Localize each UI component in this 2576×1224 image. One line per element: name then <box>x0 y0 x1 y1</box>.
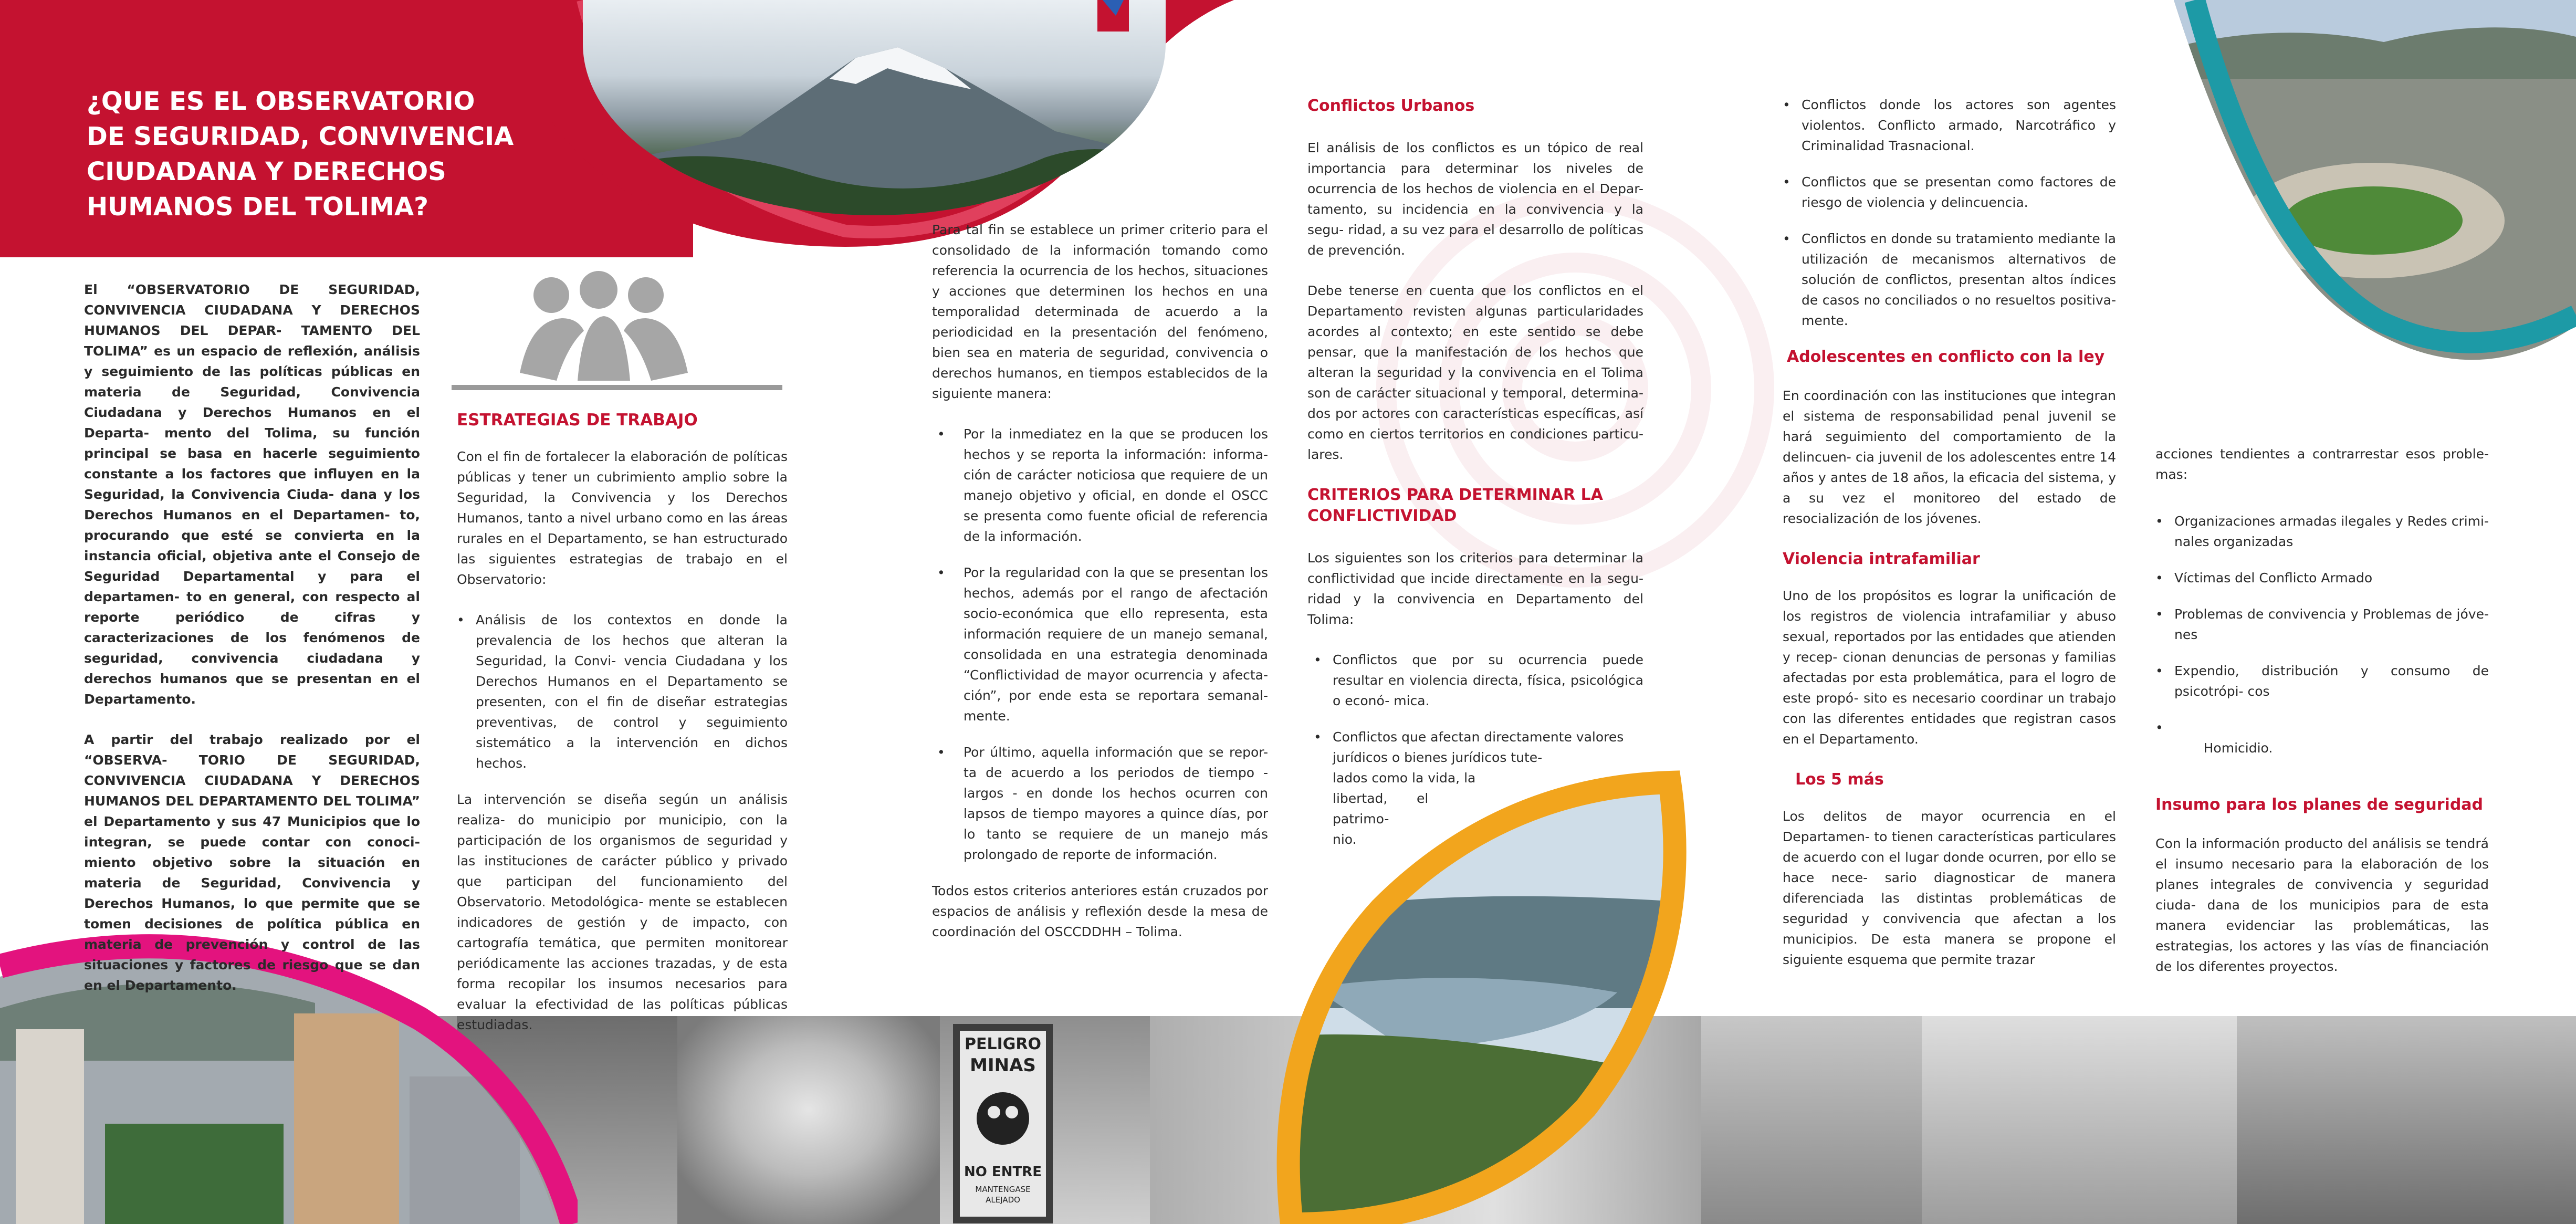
text-line: cia juvenil de los adolescentes entre 14 años y <box>1783 449 2116 485</box>
text-line: que permite que se tomen decisiones de política <box>84 896 420 932</box>
title-line: ¿QUE ES EL OBSERVATORIO <box>87 87 475 116</box>
criteria-list <box>932 424 1268 865</box>
column-criteria <box>932 219 1268 962</box>
text-line: Seguridad, la Convivencia y los Derechos Humanos, <box>457 490 788 526</box>
text-line: dana y los Derechos Humanos en el Departamen- <box>84 487 420 522</box>
text-line: el insumo necesario para la elaboración de los <box>2155 856 2489 872</box>
title-line: HUMANOS DEL TOLIMA? <box>87 192 428 222</box>
text-line: mente se establecen indicadores de gestión y de <box>457 894 788 930</box>
text-line: Departamento se presenten, con el fin de <box>476 674 788 709</box>
accident-photo <box>2237 1016 2576 1224</box>
text-line: jóvenes. <box>1926 511 1982 526</box>
text-line: importancia para determinar los niveles de <box>1307 161 1643 176</box>
text-line: presenta como fuente oficial de referencia de <box>964 508 1268 544</box>
text-line: TAMENTO DEL TOLIMA” es un espacio de <box>84 323 420 359</box>
list-item <box>1783 172 2116 213</box>
text-line: Por la inmediatez en la que se producen los <box>964 426 1268 442</box>
text-line: tiempo mayores a quince días, por lo tanto se <box>964 806 1268 842</box>
intervention-paragraph <box>457 789 788 1035</box>
text-line: pública en materia de prevención y control de <box>84 916 421 952</box>
text-line: pensar, que la manifestación de los hechos que <box>1307 344 1643 360</box>
text-line: que determinen los hechos en una temporalidad <box>932 284 1268 319</box>
text-line: son de carácter situacional y temporal, determina- <box>1307 385 1643 401</box>
text-line: Conflictos donde los actores son agentes <box>1802 97 2116 112</box>
svg-text:NO ENTRE: NO ENTRE <box>964 1164 1042 1180</box>
text-line: dichos hechos. <box>476 735 788 771</box>
text-line: manejo objetivo y oficial, en donde el OSCC se <box>964 488 1268 524</box>
text-line: actores y las vías de financiación de los diferentes <box>2155 938 2489 974</box>
text-line: públicas en materia de Seguridad, Convivencia <box>84 364 420 400</box>
text-line: ocurrencia de los hechos, situaciones y acciones <box>932 263 1268 299</box>
text-line: que lo integran, se puede contar con conoci- <box>84 814 420 850</box>
text-line: nales organizadas <box>2174 534 2294 549</box>
text-line: acordes al contexto; en este sentido se debe <box>1307 324 1643 339</box>
text-line: ción”, por ende esta se reportara semanal- <box>964 688 1268 703</box>
text-line: coordinación del OSCCDDHH – Tolima. <box>932 924 1182 939</box>
list-item <box>937 562 1268 726</box>
heading-line: CRITERIOS PARA DETERMINAR LA <box>1307 486 1603 504</box>
text-line: por esta problemática, para el logro de este propó- <box>1783 670 2117 706</box>
list-item <box>1783 228 2116 331</box>
text-line: Conflictos que por su ocurrencia puede resultar <box>1333 652 1643 688</box>
text-line: Departamento, se han estructurado las siguientes <box>457 531 788 567</box>
sign-line <box>953 1024 990 1029</box>
security-plans-paragraph <box>2155 833 2489 977</box>
text-line: carácter público y privado que participan del <box>457 853 788 889</box>
text-line: Por último, aquella información que se repor- <box>964 745 1268 760</box>
security-plans-heading: Insumo para los planes de seguridad <box>2155 796 2484 814</box>
text-line: ridad, a su vez para el desarrollo de políticas de <box>1307 222 1643 258</box>
mine-warning-sign <box>953 1024 1053 1223</box>
column-security-plans <box>2155 444 2489 997</box>
text-line: monitorear periódicamente las acciones trazadas, <box>457 935 788 971</box>
text-line: Seguridad Departamental y para el departamen- <box>84 569 420 604</box>
text-line: para evaluar la efectividad de las políticas públicas <box>457 976 788 1012</box>
text-line: Expendio, distribución y consumo de psicotrópi- <box>2174 663 2489 699</box>
text-line: reporte de información. <box>1062 847 1218 862</box>
text-line: Víctimas del Conflicto Armado <box>2174 570 2373 585</box>
work-paragraph <box>84 729 420 996</box>
top-five-paragraph <box>1783 806 2116 970</box>
text-line: la información. <box>984 529 1082 544</box>
text-line: La intervención se diseña según un análisis realiza- <box>457 792 788 828</box>
strategies-paragraph <box>457 446 788 590</box>
text-line: la información tomando como referencia la <box>932 243 1268 278</box>
text-line: públicas y tener un cubrimiento amplio sobre la <box>457 469 788 485</box>
text-line: Y DERECHOS HUMANOS DEL DEPARTAMENTO DEL <box>84 773 420 809</box>
text-line: Organizaciones armadas ilegales y Redes crimi- <box>2174 514 2489 529</box>
list-item <box>2155 511 2489 552</box>
strategies-list <box>457 610 788 773</box>
text-line: instancia oficial, objetiva ante el Consejo de <box>84 548 420 563</box>
list-item <box>2155 568 2489 588</box>
text-line: conflictividad que incide directamente en la segu- <box>1307 571 1643 586</box>
urban-paragraph-1 <box>1307 138 1643 260</box>
urban-paragraph-2 <box>1307 280 1643 465</box>
text-line: Conflictos en donde su tratamiento mediante la <box>1802 231 2116 246</box>
text-line: do municipio por municipio, con la participación de <box>457 812 788 848</box>
column-intro <box>84 279 420 1016</box>
text-line: prevención. <box>1328 243 1405 258</box>
text-line: Uno de los propósitos es lograr la unificación de los <box>1783 588 2116 624</box>
text-line: solución de conflictos, presentan altos índices <box>1802 272 2116 287</box>
text-line: TORIO DE SEGURIDAD, CONVIVENCIA CIUDADANA <box>84 752 420 788</box>
problems-list <box>2155 511 2489 779</box>
text-line: impacto, con cartografía temática, que permiten <box>457 915 788 950</box>
text-line: hechos y se reporta la información: informa- <box>964 447 1268 462</box>
text-line: de cifras y caracterizaciones de los fenómenos <box>84 610 420 645</box>
text-line: en violencia directa, física, psicológica o econó- <box>1333 673 1644 708</box>
text-line: - en donde los hechos ocurren con lapsos de <box>964 786 1268 821</box>
column-adolescents <box>1783 95 2116 990</box>
text-line: espacios de análisis y reflexión desde la mesa de <box>932 904 1268 919</box>
urban-conflicts-heading: Conflictos Urbanos <box>1307 97 1475 115</box>
text-line: socio-económica que ello representa, esta <box>964 606 1268 621</box>
text-line: diferentes entidades que registran casos en el <box>1783 711 2116 747</box>
domestic-violence-heading: Violencia intrafamiliar <box>1783 550 1980 568</box>
text-line: presentación del fenómeno, bien sea en materia <box>932 325 1268 360</box>
text-line: Con el fin de fortalecer la elaboración de políticas <box>457 449 788 464</box>
criteria-paragraph <box>1307 548 1643 630</box>
adolescents-paragraph <box>1783 385 2116 529</box>
text-line: cionan denuncias de personas y familias afectadas <box>1783 650 2116 685</box>
list-item <box>457 610 788 773</box>
text-line: reportados por las entidades que atienden y recep- <box>1783 629 2116 665</box>
text-line: patrimo- <box>1333 811 1389 827</box>
column-urban-conflicts <box>1307 96 1643 865</box>
text-line: Debe tenerse en cuenta que los conflictos en el <box>1307 283 1643 298</box>
text-line: las situaciones y factores de riesgo que se dan en <box>84 937 420 993</box>
intro-paragraph <box>84 279 420 709</box>
text-line: alteran la seguridad y la convivencia en el Tolima <box>1307 365 1643 380</box>
list-item <box>2155 717 2489 779</box>
text-line: mas: <box>2155 467 2188 482</box>
flag-accent <box>1097 0 1129 32</box>
text-line: ridad y la convivencia en Departamento del Tolima: <box>1307 591 1643 627</box>
list-item <box>2155 661 2489 702</box>
text-line: de seguridad, convivencia ciudadana y derechos <box>84 630 420 686</box>
text-line: jurídicos o bienes jurídicos tute- <box>1333 750 1543 765</box>
column-strategies <box>457 410 788 1055</box>
top-five-heading: Los 5 más <box>1795 770 1884 789</box>
conflict-types-list <box>1783 95 2116 331</box>
text-line: ción de carácter noticiosa que requiere de un <box>964 467 1268 483</box>
text-line: violentos. Conflicto armado, Narcotráfico y <box>1802 118 2116 133</box>
text-line: Análisis de los contextos en donde la prevalencia <box>476 612 788 648</box>
text-line: el sistema de responsabilidad penal juvenil se hará <box>1783 409 2116 444</box>
text-line: Para tal fin se establece un <box>932 222 1121 237</box>
text-line: planes integrales de convivencia y seguridad ciuda- <box>2155 877 2489 913</box>
page-title <box>87 84 538 225</box>
text-line: estudiadas. <box>457 1017 533 1032</box>
text-line: tanto a nivel urbano como en las áreas rurales en el <box>457 510 788 546</box>
text-line: sito es necesario coordinar un trabajo con las <box>1783 691 2116 726</box>
text-line: hechos, además por el rango de afectación <box>964 585 1268 601</box>
text-line: tiempos establecidos de la siguiente manera: <box>932 365 1268 401</box>
text-line: A partir del trabajo realizado por el “OBSERVA- <box>84 732 420 768</box>
logo-divider <box>452 385 782 390</box>
forensic-photo <box>1922 1016 2237 1224</box>
text-line: to en general, con respecto al reporte periódico <box>84 589 420 625</box>
text-line: cos <box>2247 684 2270 699</box>
text-line: Los siguientes son los criterios para determinar la <box>1307 550 1643 566</box>
text-line: funcionamiento del Observatorio. Metodológica- <box>457 874 788 909</box>
text-line: lares. <box>1307 447 1344 462</box>
heading-line: CONFLICTIVIDAD <box>1307 507 1457 525</box>
text-line: nes <box>2174 627 2198 642</box>
text-line: distintas problemáticas de seguridad y convivencia <box>1783 891 2116 926</box>
text-line: riesgo de violencia y delincuencia. <box>1802 195 2028 210</box>
list-item <box>2155 604 2489 645</box>
text-line: registros de violencia intrafamiliar y abuso sexual, <box>1783 609 2116 644</box>
observatory-people-logo <box>446 268 782 394</box>
text-line: propone el siguiente esquema que permite trazar <box>1783 932 2116 967</box>
criteria-closing <box>932 881 1268 942</box>
text-line: proyectos. <box>2269 959 2338 974</box>
criteria-intro <box>932 219 1268 404</box>
text-line: requiere de un manejo más prolongado de <box>964 827 1268 862</box>
text-line: ta de acuerdo a los periodos de tiempo - largos <box>964 765 1268 801</box>
text-line: libertad, el <box>1333 791 1429 806</box>
text-line: mente. <box>964 708 1010 724</box>
criteria-heading <box>1307 485 1643 527</box>
text-line: Homicidio. <box>2199 740 2277 756</box>
text-line: miento objetivo sobre la situación en materia de <box>84 855 420 891</box>
text-line: influyen en la Seguridad, la Convivencia Ciuda- <box>84 466 420 502</box>
text-line: dana de los municipios para de esta manera <box>2155 897 2489 933</box>
text-line: con el lugar donde ocurren, por ello se hace nece- <box>1783 850 2116 885</box>
conflict-criteria-list <box>1307 650 1643 850</box>
text-line: antes de 18 años, la eficacia del sistema, y a su vez <box>1783 470 2116 506</box>
list-item <box>937 742 1268 865</box>
text-line: hacerle seguimiento constante a los factores que <box>84 446 420 482</box>
text-line: lados como la vida, la <box>1333 770 1476 786</box>
text-line: El análisis de los conflictos es un tópico de real <box>1307 140 1643 155</box>
text-line: Los delitos de mayor ocurrencia en el Departamen- <box>1783 809 2116 844</box>
text-line: acciones tendientes a contrarrestar esos proble- <box>2155 446 2489 462</box>
list-item <box>1783 95 2116 156</box>
text-line: dos por actores con características específicas, así <box>1307 406 1643 421</box>
text-line: El “OBSERVATORIO DE SEGURIDAD, CONVIVENCIA <box>84 282 420 318</box>
text-line: Departamento revisten algunas particularidades <box>1307 304 1643 319</box>
text-line: mica. <box>1394 693 1430 708</box>
text-line: Conflictos que se presentan como factores de <box>1802 174 2116 190</box>
text-line: TOLIMA” el Departamento y sus 47 Municipios <box>84 793 420 829</box>
text-line: Criminalidad Trasnacional. <box>1802 138 1975 153</box>
title-line: CIUDADANA Y DERECHOS <box>87 157 446 186</box>
adolescents-heading: Adolescentes en conflicto con la ley <box>1787 348 2105 366</box>
text-line: CIUDADANA Y DERECHOS HUMANOS DEL DEPAR- <box>84 302 420 338</box>
text-line: mento del Tolima, su función principal se basa en <box>84 425 421 461</box>
text-line: ocurrencia de los hechos de violencia en el Depar- <box>1307 181 1643 196</box>
svg-text:PELIGRO: PELIGRO <box>965 1035 1041 1053</box>
svg-text:MANTENGASE: MANTENGASE <box>975 1185 1031 1194</box>
list-item <box>937 424 1268 547</box>
text-line: de seguridad, convivencia o derechos humanos, en <box>932 345 1268 381</box>
text-line: Por la regularidad con la que se presentan los <box>964 565 1268 580</box>
text-line: como en ciertos territorios en condiciones particu- <box>1307 426 1643 442</box>
text-line: evidenciar las problemáticas, las estrategias, los <box>2155 918 2489 954</box>
text-line: y de esta forma recopilar los insumos necesarios <box>457 956 788 991</box>
text-line: información requiere de un manejo semanal, <box>964 626 1268 642</box>
text-line: diseñar estrategias preventivas, de control y <box>476 694 788 730</box>
strategies-heading: ESTRATEGIAS DE TRABAJO <box>457 411 698 430</box>
domestic-violence-paragraph <box>1783 585 2116 749</box>
text-line: nio. <box>1333 832 1357 847</box>
text-line: de los hechos que alteran la Seguridad, la Convi- <box>476 633 788 668</box>
list-item <box>1314 727 1643 850</box>
text-line: seguimiento sistemático a la intervención en <box>476 715 788 750</box>
title-line: DE SEGURIDAD, CONVIVENCIA <box>87 122 514 151</box>
text-line: to tienen características particulares de acuerdo <box>1783 829 2116 865</box>
text-line: reflexión, análisis y seguimiento de las políticas <box>84 343 420 379</box>
actions-intro <box>2155 444 2489 485</box>
text-line: seguimiento del comportamiento de la delincuen- <box>1783 429 2116 465</box>
text-line: que afectan a los municipios. De esta manera se <box>1783 911 2116 947</box>
text-line: primer criterio para el consolidado de <box>932 222 1269 258</box>
text-line: utilización de mecanismos alternativos de <box>1802 252 2116 267</box>
text-line: Con la información producto del análisis se tendrá <box>2155 836 2489 851</box>
text-line: estrategias de trabajo en el Observatorio: <box>457 551 788 587</box>
text-line: “Conflictividad de mayor ocurrencia y afecta- <box>964 667 1268 683</box>
text-line: Departamento. <box>1819 731 1919 747</box>
text-line: determinada de acuerdo a la periodicidad en la <box>932 304 1269 340</box>
text-line: mente. <box>1802 313 1848 328</box>
text-line: Problemas de convivencia y Problemas de jóve- <box>2174 606 2489 622</box>
text-line: de casos no conciliados o no resueltos positiva- <box>1802 292 2116 308</box>
svg-text:MINAS: MINAS <box>970 1055 1036 1076</box>
text-line: vencia Ciudadana y los Derechos Humanos en el <box>476 653 788 689</box>
text-line: • Conflictos que afectan directamente valores <box>1333 729 1624 745</box>
svg-text:ALEJADO: ALEJADO <box>986 1195 1020 1205</box>
text-line: to, procurando que esté se convierta en la <box>84 507 420 543</box>
list-item <box>1314 650 1643 711</box>
text-line: humanos que se presentan en el Departamento. <box>84 671 420 707</box>
text-line: Todos estos criterios anteriores están cruzados por <box>932 883 1268 898</box>
text-line: sario diagnosticar de manera diferenciada las <box>1783 870 2116 906</box>
text-line: En coordinación con las instituciones que integran <box>1783 388 2116 403</box>
text-line: Seguridad, Convivencia y Derechos Humanos, lo <box>84 875 420 911</box>
text-line: el monitoreo del estado de resocialización de los <box>1783 490 2116 526</box>
police-photo <box>1701 1016 1922 1224</box>
text-line: los organismos de seguridad y las instituciones de <box>457 833 788 869</box>
text-line: tamento, su incidencia en la convivencia y la segu- <box>1307 202 1643 237</box>
city-stadium-photo <box>2174 0 2576 368</box>
text-line: Ciudadana y Derechos Humanos en el Departa- <box>84 405 420 441</box>
text-line: consolidada en una estrategia denominada <box>964 647 1268 662</box>
text-line: el Departamento. <box>107 978 237 993</box>
